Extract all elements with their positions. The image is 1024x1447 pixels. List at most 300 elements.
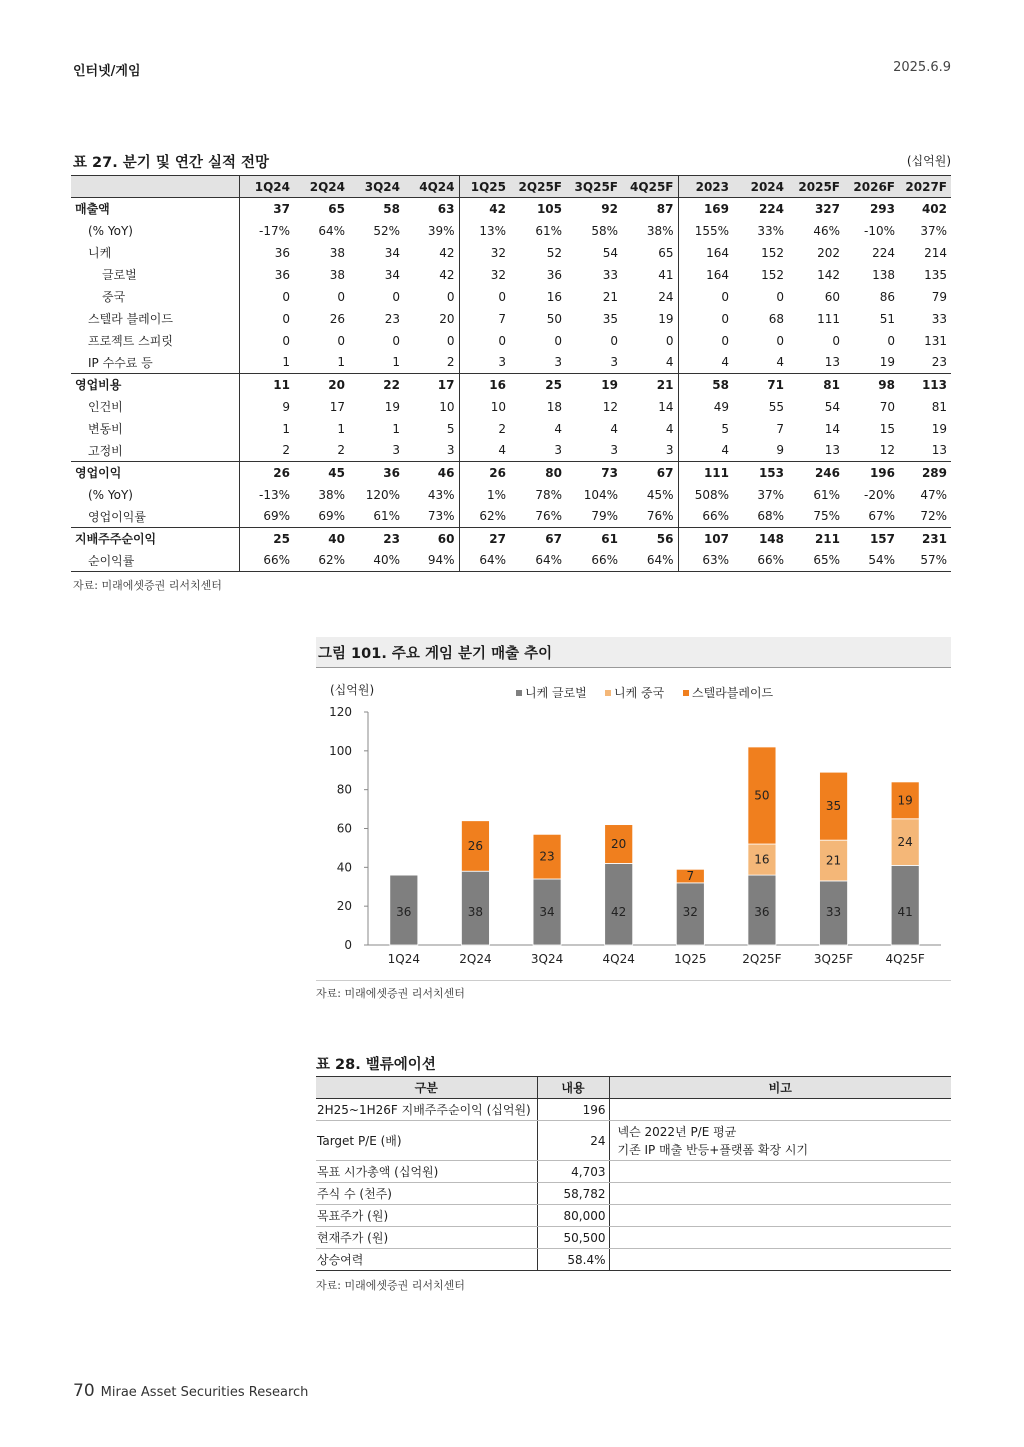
valuation-row [316, 1121, 951, 1161]
col-header: 3Q24 [349, 176, 404, 198]
row-label: 중국 [102, 290, 126, 304]
table-cell: 246 [788, 462, 844, 484]
table-cell: 60 [404, 528, 459, 550]
table-cell: 17 [329, 399, 345, 414]
table-cell: 27 [459, 528, 510, 550]
table-cell: -20% [863, 487, 895, 502]
table-cell: 51 [879, 311, 895, 326]
table-cell: 2 [337, 443, 345, 458]
table-row [71, 242, 951, 264]
table-cell: 22 [349, 374, 404, 396]
table28-title: 표 28. 밸류에이션 [316, 1057, 436, 1073]
valuation-label: 2H25~1H26F 지배주주순이익 (십억원) [316, 1099, 537, 1121]
table-cell: 64% [622, 550, 678, 572]
col-header-content: 내용 [537, 1077, 609, 1099]
valuation-row [316, 1205, 951, 1227]
table-cell: 4 [665, 421, 674, 436]
table-cell: 196 [844, 462, 899, 484]
table27-header-row [71, 176, 951, 198]
valuation-note [609, 1099, 951, 1121]
table-cell: 3 [459, 352, 510, 374]
table-row [71, 198, 951, 220]
table-cell: 56 [622, 528, 678, 550]
table-cell: 38 [329, 245, 345, 260]
table-cell: 1 [392, 355, 400, 370]
table-cell: 69% [239, 506, 294, 528]
table-cell: 4 [554, 421, 562, 436]
table-cell: 63 [437, 201, 455, 216]
table-cell: 75% [813, 509, 840, 524]
table-cell: 0 [678, 286, 733, 308]
table-cell: 54 [824, 399, 840, 414]
table-cell: 4 [459, 440, 510, 462]
table-cell: 40 [294, 528, 349, 550]
row-label: 영업이익 [71, 462, 239, 484]
table-cell: 66% [678, 506, 733, 528]
table-cell: 66% [239, 550, 294, 572]
table-cell: 107 [678, 528, 733, 550]
table-cell: 32 [459, 264, 510, 286]
table-cell: 58% [591, 223, 618, 238]
valuation-note [609, 1205, 951, 1227]
valuation-note [609, 1183, 951, 1205]
table-cell: 52 [546, 245, 562, 260]
y-tick-label: 100 [329, 743, 352, 758]
earnings-forecast-table [71, 175, 951, 572]
table-cell: 0 [446, 289, 455, 304]
data-label: 19 [897, 793, 913, 808]
table-cell: 54 [602, 245, 618, 260]
table-cell: 0 [239, 308, 294, 330]
valuation-note [609, 1161, 951, 1183]
table-cell: 58 [678, 374, 733, 396]
table-cell: 86 [879, 289, 895, 304]
table-row [71, 352, 951, 374]
row-label: 매출액 [75, 202, 110, 217]
table-cell: 64% [318, 223, 345, 238]
quarterly-game-revenue-chart [316, 680, 951, 970]
valuation-note [609, 1227, 951, 1249]
legend-swatch [516, 690, 522, 696]
table-cell: 3 [554, 355, 562, 370]
table-cell: 78% [535, 487, 562, 502]
table-cell: 3 [665, 443, 674, 458]
table-cell: 62% [459, 506, 510, 528]
table-cell: 327 [814, 201, 840, 216]
legend-label: 니케 글로벌 [525, 686, 587, 700]
valuation-value: 58,782 [537, 1183, 609, 1205]
table-cell: 16 [459, 374, 510, 396]
table-cell: 81 [788, 374, 844, 396]
valuation-value: 24 [537, 1121, 609, 1161]
table-cell: 135 [924, 267, 947, 282]
table-cell: 18 [546, 399, 562, 414]
table-cell: 508% [678, 484, 733, 506]
table-cell: 1% [459, 484, 510, 506]
x-tick-label: 4Q25F [885, 952, 925, 966]
table-cell: 0 [665, 333, 674, 348]
table-row [71, 528, 951, 550]
table-cell: 16 [546, 289, 562, 304]
row-label: 글로벌 [102, 268, 137, 282]
figure-divider [316, 980, 951, 981]
table-cell: 38% [318, 487, 345, 502]
valuation-value: 4,703 [537, 1161, 609, 1183]
data-label: 21 [825, 853, 842, 868]
table-cell: 9 [776, 443, 784, 458]
table-row [71, 462, 951, 484]
table-cell: 19 [931, 421, 947, 436]
page-footer [73, 1381, 308, 1401]
table27-title: 표 27. 분기 및 연간 실적 전망 [73, 155, 270, 171]
table-cell: 37% [757, 487, 784, 502]
table-cell: 39% [427, 223, 455, 238]
table-cell: 52% [373, 223, 400, 238]
row-label: IP 수수료 등 [88, 355, 153, 370]
x-tick-label: 2Q25F [742, 952, 782, 966]
table-cell: 34 [384, 245, 400, 260]
row-label: 순이익률 [71, 550, 239, 572]
table-cell: 66% [566, 550, 622, 572]
valuation-table [316, 1076, 951, 1271]
footer-company: Mirae Asset Securities Research [100, 1385, 309, 1400]
table-row [71, 374, 951, 396]
table-cell: 0 [392, 289, 400, 304]
table-cell: 289 [899, 462, 951, 484]
table-cell: 73 [566, 462, 622, 484]
table-cell: 65% [788, 550, 844, 572]
table-cell: -17% [239, 220, 294, 242]
table-cell: 104% [583, 487, 618, 502]
y-tick-label: 40 [336, 860, 352, 875]
row-label: 지배주주순이익 [71, 528, 239, 550]
table-cell: 64% [459, 550, 510, 572]
table-cell: 0 [337, 333, 345, 348]
table-cell: 13% [459, 220, 510, 242]
table-cell: 11 [239, 374, 294, 396]
table-cell: 202 [817, 245, 840, 260]
table-cell: 17 [404, 374, 459, 396]
table-cell: 19 [384, 399, 400, 414]
table-cell: 36 [546, 267, 562, 282]
table-cell: 9 [239, 396, 294, 418]
table-cell: 3 [610, 355, 618, 370]
table-cell: 293 [869, 201, 895, 216]
table-cell: 69% [318, 509, 345, 524]
table-row [71, 220, 951, 242]
col-header: 2027F [899, 176, 951, 198]
table-cell: 80 [510, 462, 566, 484]
table-cell: 0 [337, 289, 345, 304]
table-cell: 25 [239, 528, 294, 550]
table-cell: 224 [872, 245, 895, 260]
col-header: 4Q25F [622, 176, 678, 198]
valuation-label: 상승여력 [316, 1249, 537, 1271]
table-cell: 1 [239, 352, 294, 374]
table-cell: 68 [768, 311, 784, 326]
table-cell: 61 [566, 528, 622, 550]
table-cell: 113 [899, 374, 951, 396]
note-line: 기존 IP 매출 반등+플랫폼 확장 시기 [617, 1142, 809, 1157]
table-cell: 4 [665, 355, 674, 370]
table-cell: 3 [392, 443, 400, 458]
table-cell: 63% [678, 550, 733, 572]
table-cell: 169 [678, 198, 733, 220]
table27-source: 자료: 미래에셋증권 리서치센터 [73, 579, 222, 592]
figure101-title: 그림 101. 주요 게임 분기 매출 추이 [316, 637, 951, 668]
table-cell: 65 [658, 245, 674, 260]
table-cell: 13 [824, 443, 840, 458]
table-cell: 21 [602, 289, 618, 304]
table-row [71, 330, 951, 352]
table-cell: 5 [678, 418, 733, 440]
table-cell: 111 [817, 311, 840, 326]
table-cell: 111 [678, 462, 733, 484]
data-label: 34 [539, 904, 555, 919]
table-cell: 138 [872, 267, 895, 282]
x-tick-label: 2Q24 [459, 952, 492, 966]
table-cell: 45 [294, 462, 349, 484]
data-label: 42 [611, 904, 627, 919]
row-label: 영업이익률 [88, 509, 146, 524]
table27-corner [71, 176, 239, 198]
table-cell: 55 [768, 399, 784, 414]
valuation-label: 목표 시가총액 (십억원) [316, 1161, 537, 1183]
table28-header-row [316, 1077, 951, 1099]
table-row [71, 286, 951, 308]
table-cell: 0 [776, 289, 784, 304]
table-cell: 0 [392, 333, 400, 348]
table-cell: 3 [610, 443, 618, 458]
table-cell: 58 [383, 201, 400, 216]
table-cell: 4 [678, 440, 733, 462]
table-cell: 57% [899, 550, 951, 572]
table-cell: 157 [844, 528, 899, 550]
y-tick-label: 60 [336, 821, 352, 836]
table-cell: 54% [844, 550, 899, 572]
table-cell: 0 [459, 286, 510, 308]
data-label: 41 [897, 904, 913, 919]
y-axis-label: (십억원) [330, 683, 375, 697]
section-header: 인터넷/게임 [73, 64, 141, 79]
col-header: 4Q24 [404, 176, 459, 198]
valuation-row [316, 1183, 951, 1205]
table-row [71, 506, 951, 528]
table-cell: 4 [678, 352, 733, 374]
valuation-row [316, 1161, 951, 1183]
table-cell: 12 [879, 443, 895, 458]
table-row [71, 308, 951, 330]
table-cell: 142 [817, 267, 840, 282]
table-cell: 0 [459, 330, 510, 352]
table-cell: 94% [404, 550, 459, 572]
col-header: 2Q24 [294, 176, 349, 198]
table-cell: 42 [439, 267, 455, 282]
table-cell: 33 [931, 311, 947, 326]
table-cell: 50 [546, 311, 562, 326]
figure101-source: 자료: 미래에셋증권 리서치센터 [316, 987, 465, 1000]
data-label: 24 [897, 835, 913, 850]
table-cell: 20 [294, 374, 349, 396]
data-label: 32 [682, 904, 698, 919]
table-cell: 7 [459, 308, 510, 330]
table-cell: 42 [439, 245, 455, 260]
data-label: 7 [686, 869, 695, 884]
y-tick-label: 120 [329, 705, 352, 719]
table-cell: 0 [776, 333, 784, 348]
table-cell: 24 [658, 289, 674, 304]
table-cell: 153 [733, 462, 788, 484]
table-cell: 19 [658, 311, 674, 326]
col-header: 1Q24 [239, 176, 294, 198]
valuation-row [316, 1099, 951, 1121]
table-row [71, 484, 951, 506]
table-cell: 36 [239, 242, 294, 264]
data-label: 26 [467, 838, 484, 853]
table-cell: 155% [678, 220, 733, 242]
row-label: 인건비 [88, 400, 123, 414]
valuation-label: 주식 수 (천주) [316, 1183, 537, 1205]
col-header-category: 구분 [316, 1077, 537, 1099]
col-header: 2023 [678, 176, 733, 198]
table-cell: 36 [349, 462, 404, 484]
table-row [71, 418, 951, 440]
data-label: 20 [611, 837, 627, 852]
table-cell: 61% [373, 509, 400, 524]
table-cell: 42 [459, 198, 510, 220]
table-cell: 23 [931, 355, 947, 370]
row-label: 고정비 [88, 443, 123, 458]
table-cell: 4 [776, 355, 784, 370]
table-cell: -10% [863, 223, 895, 238]
legend-label: 스텔라블레이드 [692, 686, 774, 700]
col-header: 2Q25F [510, 176, 566, 198]
table-cell: 26 [459, 462, 510, 484]
y-tick-label: 20 [336, 899, 352, 914]
table-cell: 71 [733, 374, 788, 396]
table-cell: 61% [813, 487, 840, 502]
table-cell: 7 [776, 421, 784, 436]
table-cell: 10 [439, 399, 455, 414]
table-cell: 40% [349, 550, 404, 572]
table-cell: 35 [602, 311, 618, 326]
legend-label: 니케 중국 [614, 686, 665, 700]
table-cell: 4 [610, 421, 618, 436]
table-cell: 19 [566, 374, 622, 396]
table-cell: 37 [239, 198, 294, 220]
table-cell: 79 [931, 289, 947, 304]
x-tick-label: 3Q25F [813, 952, 854, 966]
table-cell: 231 [899, 528, 951, 550]
valuation-label: 목표주가 (원) [316, 1205, 537, 1227]
table-cell: 3 [446, 443, 455, 458]
table-cell: 214 [924, 245, 947, 260]
table-cell: 164 [678, 264, 733, 286]
table-cell: 2 [459, 418, 510, 440]
table-cell: 98 [844, 374, 899, 396]
col-header: 2024 [733, 176, 788, 198]
note-line: 넥슨 2022년 P/E 평균 [617, 1124, 737, 1139]
row-label: 변동비 [88, 422, 123, 436]
table-cell: 23 [384, 311, 400, 326]
row-label: 스텔라 블레이드 [88, 312, 173, 326]
table28-source: 자료: 미래에셋증권 리서치센터 [316, 1279, 465, 1292]
data-label: 33 [825, 904, 842, 919]
table-cell: 92 [601, 201, 618, 216]
table-cell: 66% [733, 550, 788, 572]
x-tick-label: 1Q24 [387, 952, 420, 966]
table-cell: 38 [329, 267, 345, 282]
report-date: 2025.6.9 [893, 60, 951, 75]
table-cell: 32 [459, 242, 510, 264]
col-header: 3Q25F [566, 176, 622, 198]
table-cell: 34 [384, 267, 400, 282]
table-cell: 38% [646, 223, 674, 238]
table-cell: 1 [337, 421, 345, 436]
table-cell: 72% [920, 509, 947, 524]
table-cell: 76% [646, 509, 674, 524]
table-cell: 47% [920, 487, 947, 502]
data-label: 36 [754, 904, 770, 919]
table-cell: 46% [813, 223, 840, 238]
table-cell: 224 [758, 201, 784, 216]
table-cell: 402 [921, 201, 947, 216]
table-cell: 10 [459, 396, 510, 418]
table-cell: 14 [824, 421, 840, 436]
table-cell: 0 [239, 286, 294, 308]
table-cell: 0 [678, 308, 733, 330]
table-cell: 46 [404, 462, 459, 484]
table-cell: 12 [602, 399, 618, 414]
table-row [71, 440, 951, 462]
col-header: 2025F [788, 176, 844, 198]
table-cell: 0 [678, 330, 733, 352]
table-cell: 131 [924, 333, 947, 348]
col-header: 1Q25 [459, 176, 510, 198]
table-cell: 1 [392, 421, 400, 436]
table-cell: 164 [678, 242, 733, 264]
table-cell: 152 [761, 267, 784, 282]
table-cell: 120% [365, 487, 400, 502]
legend-swatch [605, 690, 611, 696]
x-tick-label: 1Q25 [674, 952, 707, 966]
table-cell: 26 [329, 311, 345, 326]
table-row [71, 550, 951, 572]
table-cell: 3 [554, 443, 562, 458]
table-cell: 49 [678, 396, 733, 418]
legend-swatch [683, 690, 689, 696]
table-cell: 0 [446, 333, 455, 348]
table-cell: 41 [658, 267, 674, 282]
valuation-value: 196 [537, 1099, 609, 1121]
table-cell: 5 [446, 421, 455, 436]
table-cell: 60 [824, 289, 840, 304]
table-cell: 45% [646, 487, 674, 502]
table-cell: 13 [931, 443, 947, 458]
table-cell: 61% [535, 223, 562, 238]
table-row [71, 396, 951, 418]
valuation-label: Target P/E (배) [316, 1121, 537, 1161]
table-cell: 36 [239, 264, 294, 286]
row-label: 영업비용 [71, 374, 239, 396]
table-cell: 105 [536, 201, 562, 216]
table-cell: 21 [622, 374, 678, 396]
table-cell: 2 [446, 355, 455, 370]
row-label: (% YoY) [88, 223, 133, 238]
table-cell: 68% [757, 509, 784, 524]
table-cell: 148 [733, 528, 788, 550]
valuation-row [316, 1227, 951, 1249]
